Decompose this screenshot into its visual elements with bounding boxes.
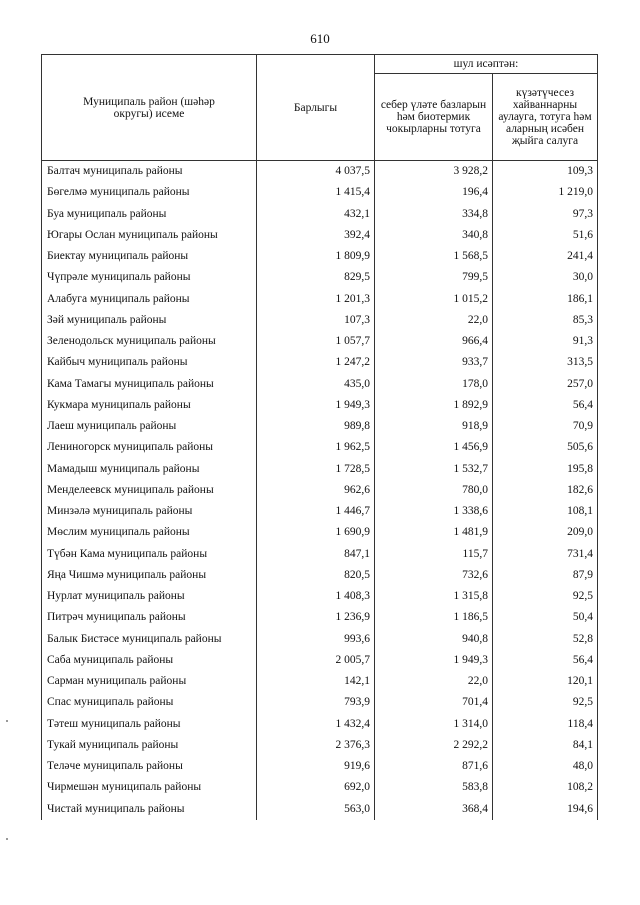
col-a-cell: 1 015,2 xyxy=(375,289,493,310)
scan-mark xyxy=(6,838,8,840)
col-b-cell: 56,4 xyxy=(493,650,598,671)
header-district: Муниципаль район (шәһәр округы) исеме xyxy=(42,55,257,161)
col-a-cell: 1 532,7 xyxy=(375,459,493,480)
table-row xyxy=(42,756,598,777)
col-a-cell: 334,8 xyxy=(375,204,493,225)
total-cell: 1 690,9 xyxy=(257,522,375,543)
col-b-cell: 209,0 xyxy=(493,522,598,543)
table-row xyxy=(42,799,598,820)
col-a-cell: 2 292,2 xyxy=(375,735,493,756)
table-row xyxy=(42,735,598,756)
total-cell: 1 949,3 xyxy=(257,395,375,416)
table-row xyxy=(42,586,598,607)
col-b-cell: 109,3 xyxy=(493,161,598,183)
col-a-cell: 1 456,9 xyxy=(375,437,493,458)
table-row xyxy=(42,204,598,225)
table-row xyxy=(42,182,598,203)
col-b-cell: 97,3 xyxy=(493,204,598,225)
col-a-cell: 871,6 xyxy=(375,756,493,777)
district-name-cell: Яңа Чишмә муниципаль районы xyxy=(42,565,257,586)
col-a-cell: 22,0 xyxy=(375,671,493,692)
table-row xyxy=(42,225,598,246)
table-row xyxy=(42,565,598,586)
district-name-cell: Алабуга муниципаль районы xyxy=(42,289,257,310)
col-b-cell: 85,3 xyxy=(493,310,598,331)
total-cell: 432,1 xyxy=(257,204,375,225)
col-a-cell: 583,8 xyxy=(375,777,493,798)
table-header xyxy=(42,55,598,161)
col-a-cell: 1 338,6 xyxy=(375,501,493,522)
col-b-cell: 50,4 xyxy=(493,607,598,628)
col-a-cell: 940,8 xyxy=(375,629,493,650)
col-a-cell: 933,7 xyxy=(375,352,493,373)
col-b-cell: 91,3 xyxy=(493,331,598,352)
district-name-cell: Питрәч муниципаль районы xyxy=(42,607,257,628)
header-total: Барлыгы xyxy=(257,55,375,161)
col-b-cell: 313,5 xyxy=(493,352,598,373)
col-a-cell: 178,0 xyxy=(375,374,493,395)
total-cell: 829,5 xyxy=(257,267,375,288)
total-cell: 820,5 xyxy=(257,565,375,586)
total-cell: 142,1 xyxy=(257,671,375,692)
total-cell: 1 408,3 xyxy=(257,586,375,607)
col-b-cell: 108,2 xyxy=(493,777,598,798)
district-name-cell: Чирмешән муниципаль районы xyxy=(42,777,257,798)
col-a-cell: 1 314,0 xyxy=(375,714,493,735)
page-number: 610 xyxy=(310,31,330,46)
district-name-cell: Тукай муниципаль районы xyxy=(42,735,257,756)
col-b-cell: 1 219,0 xyxy=(493,182,598,203)
scan-mark xyxy=(6,720,8,722)
col-a-cell: 115,7 xyxy=(375,544,493,565)
col-b-cell: 92,5 xyxy=(493,692,598,713)
total-cell: 962,6 xyxy=(257,480,375,501)
total-cell: 1 728,5 xyxy=(257,459,375,480)
col-a-cell: 732,6 xyxy=(375,565,493,586)
table-row xyxy=(42,416,598,437)
district-name-cell: Нурлат муниципаль районы xyxy=(42,586,257,607)
total-cell: 989,8 xyxy=(257,416,375,437)
table-row xyxy=(42,671,598,692)
table-row xyxy=(42,331,598,352)
table-row xyxy=(42,480,598,501)
total-cell: 435,0 xyxy=(257,374,375,395)
district-name-cell: Саба муниципаль районы xyxy=(42,650,257,671)
col-a-cell: 3 928,2 xyxy=(375,161,493,183)
district-name-cell: Лаеш муниципаль районы xyxy=(42,416,257,437)
district-name-cell: Югары Ослан муниципаль районы xyxy=(42,225,257,246)
col-a-cell: 799,5 xyxy=(375,267,493,288)
header-group: шул исәптән: xyxy=(375,55,598,74)
col-a-cell: 22,0 xyxy=(375,310,493,331)
col-a-cell: 1 892,9 xyxy=(375,395,493,416)
table-row xyxy=(42,501,598,522)
district-name-cell: Теләче муниципаль районы xyxy=(42,756,257,777)
col-a-cell: 340,8 xyxy=(375,225,493,246)
district-name-cell: Спас муниципаль районы xyxy=(42,692,257,713)
table-row xyxy=(42,374,598,395)
header-col-a: себер үләте базларын һәм биотермик чокырларны тотуга xyxy=(375,74,493,161)
total-cell: 4 037,5 xyxy=(257,161,375,183)
total-cell: 1 415,4 xyxy=(257,182,375,203)
total-cell: 1 247,2 xyxy=(257,352,375,373)
district-name-cell: Кукмара муниципаль районы xyxy=(42,395,257,416)
col-a-cell: 780,0 xyxy=(375,480,493,501)
total-cell: 1 962,5 xyxy=(257,437,375,458)
col-a-cell: 1 481,9 xyxy=(375,522,493,543)
total-cell: 847,1 xyxy=(257,544,375,565)
col-a-cell: 196,4 xyxy=(375,182,493,203)
col-b-cell: 92,5 xyxy=(493,586,598,607)
total-cell: 107,3 xyxy=(257,310,375,331)
col-a-cell: 1 568,5 xyxy=(375,246,493,267)
table-row xyxy=(42,777,598,798)
district-name-cell: Балтач муниципаль районы xyxy=(42,161,257,183)
table-row xyxy=(42,714,598,735)
table-row xyxy=(42,267,598,288)
col-b-cell: 108,1 xyxy=(493,501,598,522)
col-b-cell: 84,1 xyxy=(493,735,598,756)
table-row xyxy=(42,459,598,480)
table-body xyxy=(42,161,598,820)
col-b-cell: 70,9 xyxy=(493,416,598,437)
col-a-cell: 966,4 xyxy=(375,331,493,352)
col-b-cell: 182,6 xyxy=(493,480,598,501)
col-b-cell: 118,4 xyxy=(493,714,598,735)
district-name-cell: Буа муниципаль районы xyxy=(42,204,257,225)
district-name-cell: Лениногорск муниципаль районы xyxy=(42,437,257,458)
total-cell: 993,6 xyxy=(257,629,375,650)
table-row xyxy=(42,395,598,416)
col-b-cell: 257,0 xyxy=(493,374,598,395)
total-cell: 563,0 xyxy=(257,799,375,820)
total-cell: 1 236,9 xyxy=(257,607,375,628)
total-cell: 392,4 xyxy=(257,225,375,246)
col-b-cell: 48,0 xyxy=(493,756,598,777)
col-b-cell: 195,8 xyxy=(493,459,598,480)
table-row xyxy=(42,352,598,373)
table-row xyxy=(42,629,598,650)
total-cell: 1 201,3 xyxy=(257,289,375,310)
district-name-cell: Сарман муниципаль районы xyxy=(42,671,257,692)
total-cell: 1 809,9 xyxy=(257,246,375,267)
district-name-cell: Чистай муниципаль районы xyxy=(42,799,257,820)
district-name-cell: Зеленодольск муниципаль районы xyxy=(42,331,257,352)
total-cell: 1 432,4 xyxy=(257,714,375,735)
col-a-cell: 368,4 xyxy=(375,799,493,820)
table-row xyxy=(42,161,598,183)
table-row xyxy=(42,310,598,331)
table-row xyxy=(42,692,598,713)
district-name-cell: Кайбыч муниципаль районы xyxy=(42,352,257,373)
col-b-cell: 731,4 xyxy=(493,544,598,565)
col-b-cell: 56,4 xyxy=(493,395,598,416)
col-b-cell: 52,8 xyxy=(493,629,598,650)
total-cell: 2 376,3 xyxy=(257,735,375,756)
header-col-b: күзәтүчесез хайваннарны аулауга, тотуга һәм аларның исәбен җыйга салуга xyxy=(493,74,598,161)
district-name-cell: Кама Тамагы муниципаль районы xyxy=(42,374,257,395)
total-cell: 2 005,7 xyxy=(257,650,375,671)
district-name-cell: Чүпрәле муниципаль районы xyxy=(42,267,257,288)
table-row xyxy=(42,289,598,310)
table-row xyxy=(42,246,598,267)
district-name-cell: Балык Бистәсе муниципаль районы xyxy=(42,629,257,650)
col-b-cell: 194,6 xyxy=(493,799,598,820)
table-row xyxy=(42,650,598,671)
total-cell: 692,0 xyxy=(257,777,375,798)
col-b-cell: 87,9 xyxy=(493,565,598,586)
col-b-cell: 120,1 xyxy=(493,671,598,692)
total-cell: 1 446,7 xyxy=(257,501,375,522)
district-name-cell: Биектау муниципаль районы xyxy=(42,246,257,267)
district-name-cell: Зәй муниципаль районы xyxy=(42,310,257,331)
district-name-cell: Мамадыш муниципаль районы xyxy=(42,459,257,480)
col-a-cell: 1 949,3 xyxy=(375,650,493,671)
table-row xyxy=(42,437,598,458)
total-cell: 919,6 xyxy=(257,756,375,777)
district-name-cell: Менделеевск муниципаль районы xyxy=(42,480,257,501)
col-a-cell: 1 186,5 xyxy=(375,607,493,628)
table-row xyxy=(42,522,598,543)
district-name-cell: Түбән Кама муниципаль районы xyxy=(42,544,257,565)
col-b-cell: 186,1 xyxy=(493,289,598,310)
district-table xyxy=(41,54,598,820)
total-cell: 793,9 xyxy=(257,692,375,713)
col-a-cell: 1 315,8 xyxy=(375,586,493,607)
table-row xyxy=(42,607,598,628)
col-b-cell: 505,6 xyxy=(493,437,598,458)
table-row xyxy=(42,544,598,565)
district-name-cell: Минзәлә муниципаль районы xyxy=(42,501,257,522)
col-b-cell: 30,0 xyxy=(493,267,598,288)
col-a-cell: 918,9 xyxy=(375,416,493,437)
total-cell: 1 057,7 xyxy=(257,331,375,352)
district-name-cell: Мөслим муниципаль районы xyxy=(42,522,257,543)
district-name-cell: Тәтеш муниципаль районы xyxy=(42,714,257,735)
col-b-cell: 241,4 xyxy=(493,246,598,267)
col-b-cell: 51,6 xyxy=(493,225,598,246)
col-a-cell: 701,4 xyxy=(375,692,493,713)
district-name-cell: Бөгелмә муниципаль районы xyxy=(42,182,257,203)
